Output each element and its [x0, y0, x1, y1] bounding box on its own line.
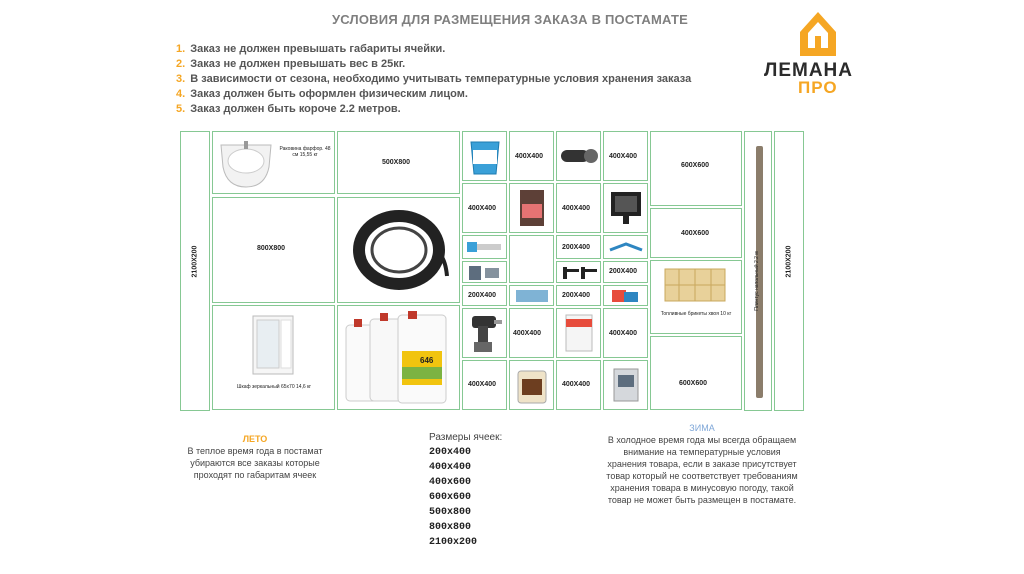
- sink-icon: [217, 137, 275, 189]
- size-item: 400x400: [429, 462, 472, 473]
- cell-pliers: [603, 235, 648, 259]
- grout-icon: [512, 288, 552, 304]
- cell-400-e: 400X400: [556, 183, 601, 233]
- rule-item: 1. Заказ не должен превышать габариты ячейки.: [176, 43, 446, 55]
- small-items-icon: [465, 264, 505, 282]
- cell-400-b: 400X400: [462, 360, 507, 410]
- cell-2100-left: 2100X200: [180, 131, 210, 411]
- cell-plinth: Плинтус напольный 2.2 м: [744, 131, 772, 411]
- bucket-icon: [467, 136, 503, 176]
- cell-400-a: 400X400: [462, 183, 507, 233]
- winter-note: [604, 422, 800, 506]
- cell-cabinet: Шкаф зеркальный 65х70 14,6 кг: [212, 305, 335, 410]
- cell-600-c: 600X600: [650, 336, 742, 410]
- cell-grinder: [556, 131, 601, 181]
- summer-text: В теплое время года в постамат убираются все заказы которые проходят по габаритам ячеек: [187, 446, 323, 480]
- sponges-icon: [606, 288, 646, 304]
- rule-item: 2. Заказ не должен превышать вес в 25кг.: [176, 58, 406, 70]
- size-item: 400x600: [429, 477, 472, 488]
- size-item: 200x400: [429, 447, 472, 458]
- cell-hose: [337, 197, 460, 303]
- rules-list: [176, 42, 691, 117]
- mirror-cabinet-icon: [251, 314, 295, 376]
- brand-logo: [764, 10, 874, 100]
- grinder-icon: [559, 142, 599, 172]
- cell-200-c: 200X400: [556, 285, 601, 306]
- cell-drill: [462, 308, 507, 358]
- pliers-icon: [606, 238, 646, 256]
- cell-400-d: 400X400: [509, 308, 554, 358]
- stain-can-icon: [514, 365, 550, 405]
- cell-500x800: 500X800: [337, 131, 460, 194]
- cell-canisters: 646: [337, 305, 460, 410]
- summer-note: [180, 433, 330, 481]
- cell-sizes-list: [429, 430, 502, 550]
- cell-600-b: 400X600: [650, 208, 742, 258]
- cell-briquettes: Топливные брикеты хвоя 10 кг: [650, 260, 742, 334]
- cell-400-f: 400X400: [556, 360, 601, 410]
- cell-handles: [556, 261, 601, 283]
- briquettes-icon: [663, 267, 727, 303]
- cell-box: [603, 360, 648, 410]
- cell-400-c: 400X400: [509, 131, 554, 181]
- cell-plaster-bag: [556, 308, 601, 358]
- plaster-bag-icon: [562, 313, 596, 353]
- box-icon: [608, 365, 644, 405]
- size-item: 500x800: [429, 507, 472, 518]
- cell-400-h: 400X400: [603, 308, 648, 358]
- cell-stain: [509, 360, 554, 410]
- cell-floodlight: [603, 183, 648, 233]
- summer-heading: ЛЕТО: [242, 434, 268, 444]
- size-item: 2100x200: [429, 537, 478, 548]
- cell-2100-right: 2100X200: [774, 131, 804, 411]
- cell-400-g: 400X400: [603, 131, 648, 181]
- house-logo-icon: [798, 10, 838, 60]
- cell-800x800: 800X800: [212, 197, 335, 303]
- tubes-icon: [465, 238, 505, 256]
- logo-word-1: ЛЕМАНА: [764, 60, 853, 81]
- sizes-heading: Размеры ячеек:: [429, 432, 503, 443]
- cell-600-a: 600X600: [650, 131, 742, 206]
- cell-grout: [509, 285, 554, 306]
- cell-sink: Раковина фарфор. 48 см 15,55 кг: [212, 131, 335, 194]
- mortar-bag-icon: [516, 188, 548, 228]
- door-handles-icon: [559, 264, 599, 282]
- cell-sponges: [603, 285, 648, 306]
- size-item: 800x800: [429, 522, 472, 533]
- cell-empty-a: [509, 235, 554, 283]
- hose-coil-icon: [349, 206, 449, 296]
- size-item: 600x600: [429, 492, 472, 503]
- cell-mortar-bag: [509, 183, 554, 233]
- winter-text: В холодное время года мы всегда обращаем внимание на температурные условия хранения товара, если в заказе присутствует товар который не соответствует требованиям хранения товара в минусовую погоду, такой товар не может быть размещен в постамате.: [606, 435, 798, 505]
- cell-small-items: [462, 261, 507, 283]
- canisters-icon: [342, 311, 454, 407]
- rule-item: 4. Заказ должен быть оформлен физическим лицом.: [176, 88, 468, 100]
- rule-item: 3. В зависимости от сезона, необходимо учитывать температурные условия хранения заказа: [176, 73, 692, 85]
- cell-tubes: [462, 235, 507, 259]
- drill-icon: [466, 312, 504, 354]
- page-title: УСЛОВИЯ ДЛЯ РАЗМЕЩЕНИЯ ЗАКАЗА В ПОСТАМАТЕ: [332, 12, 688, 27]
- cell-200-b: 200X400: [556, 235, 601, 259]
- cell-200-a: 200X400: [462, 285, 507, 306]
- cell-bucket: [462, 131, 507, 181]
- cell-200-d: 200X400: [603, 261, 648, 283]
- logo-word-2: ПРО: [798, 78, 838, 97]
- floodlight-icon: [607, 188, 645, 228]
- rule-item: 5. Заказ должен быть короче 2.2 метров.: [176, 103, 401, 115]
- winter-heading: ЗИМА: [689, 423, 715, 433]
